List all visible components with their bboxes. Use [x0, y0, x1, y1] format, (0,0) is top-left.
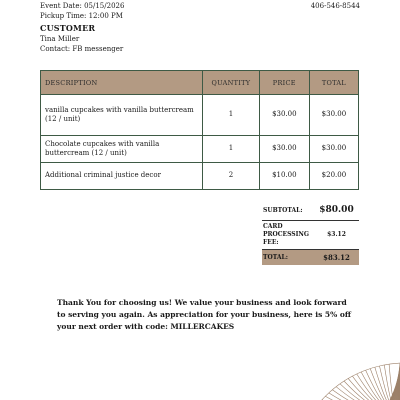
header-description: DESCRIPTION: [41, 71, 203, 95]
event-info: [40, 0, 124, 22]
subtotal-value: $80.00: [314, 200, 359, 221]
row-total: $30.00: [309, 136, 358, 163]
pickup-time: Pickup Time: 12:00 PM: [40, 12, 123, 20]
decorative-line: [303, 374, 400, 400]
row-quantity: 2: [203, 163, 260, 190]
customer-name: Tina Miller: [40, 35, 80, 43]
invoice-table: [40, 70, 359, 190]
thank-you-message: Thank You for choosing us! We value your business and look forward to serving you again. As appreciation for your business, here is 5% off your next order with code: MILLERCAKES: [57, 298, 352, 331]
header-quantity: QUANTITY: [203, 71, 260, 95]
phone-number: 406-546-8544: [310, 2, 360, 10]
row-price: $30.00: [259, 136, 309, 163]
header-price: PRICE: [259, 71, 309, 95]
subtotal-label: SUBTOTAL:: [262, 200, 314, 221]
total-row: [262, 250, 359, 266]
summary-table: [262, 200, 359, 265]
decorative-arc-graphic: [285, 355, 400, 400]
row-total: $30.00: [309, 95, 358, 136]
row-description: Chocolate cupcakes with vanilla buttercream (12 / unit): [41, 136, 203, 163]
fee-value: $3.12: [314, 221, 359, 250]
row-quantity: 1: [203, 95, 260, 136]
total-value: $83.12: [314, 250, 359, 266]
header-total: TOTAL: [309, 71, 358, 95]
decorative-line: [308, 376, 400, 400]
row-description: Additional criminal justice decor: [41, 163, 203, 190]
subtotal-row: [262, 200, 359, 221]
table-header-row: [41, 71, 359, 95]
row-description: vanilla cupcakes with vanilla buttercream (12 / unit): [41, 95, 203, 136]
decorative-line: [306, 375, 400, 400]
row-total: $20.00: [309, 163, 358, 190]
customer-contact: Contact: FB messenger: [40, 45, 124, 53]
table-row: [41, 163, 359, 190]
total-label: TOTAL:: [262, 250, 314, 266]
table-row: [41, 136, 359, 163]
row-price: $10.00: [259, 163, 309, 190]
customer-heading: CUSTOMER: [40, 23, 96, 33]
decorative-line: [300, 372, 400, 400]
event-date: Event Date: 05/15/2026: [40, 2, 125, 10]
row-quantity: 1: [203, 136, 260, 163]
fee-label: CARD PROCESSING FEE:: [262, 221, 314, 250]
fee-row: [262, 221, 359, 250]
row-price: $30.00: [259, 95, 309, 136]
table-row: [41, 95, 359, 136]
